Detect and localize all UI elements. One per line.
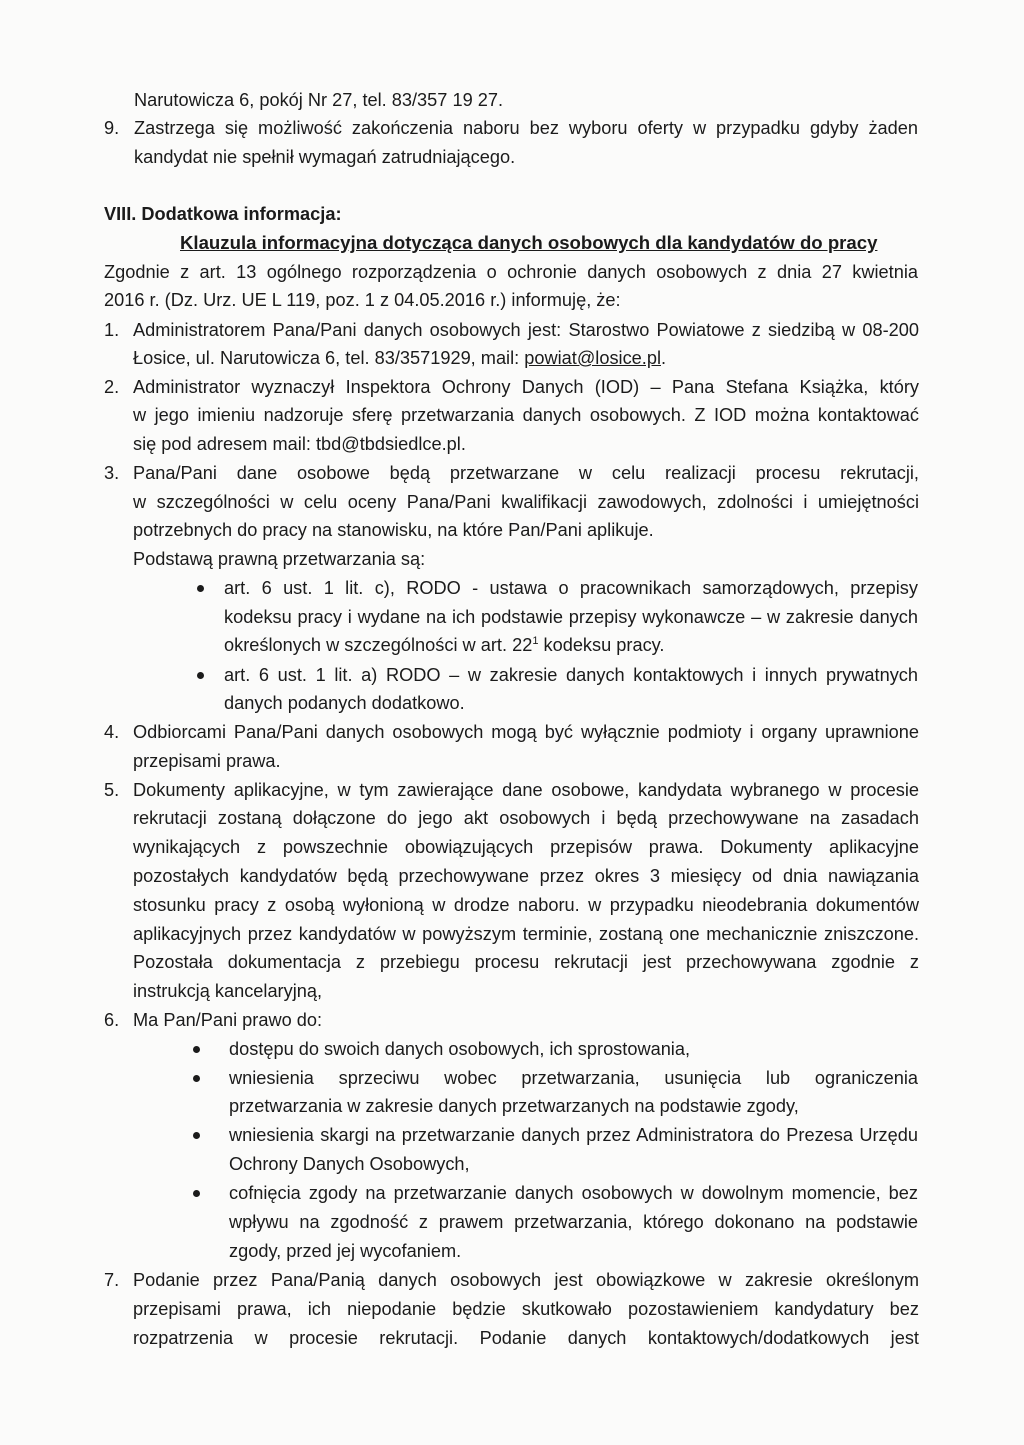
clause-title: Klauzula informacyjna dotycząca danych osobowych dla kandydatów do pracy xyxy=(180,232,878,253)
item-1-number: 1. xyxy=(104,320,120,340)
bullet-icon xyxy=(193,1132,200,1139)
right-line: zgody, przed jej wycofaniem. xyxy=(229,1241,462,1261)
legal-basis-line: art. 6 ust. 1 lit. c), RODO - ustawa o pracownikach samorządowych, przepisy xyxy=(224,578,918,598)
item-5-text-line: wynikających z powszechnie obowiązujących przepisów prawa. Dokumenty aplikacyjne xyxy=(133,837,919,857)
item-5-text-line: Dokumenty aplikacyjne, w tym zawierające dane osobowe, kandydata wybranego w procesie xyxy=(133,780,919,800)
item-5-number: 5. xyxy=(104,780,120,800)
right-line: wniesienia sprzeciwu wobec przetwarzania, usunięcia lub ograniczenia xyxy=(229,1068,918,1088)
item-3-text-line: Pana/Pani dane osobowe będą przetwarzane w celu realizacji procesu rekrutacji, xyxy=(133,463,919,483)
item-7-text-line: Podanie przez Pana/Panią danych osobowych jest obowiązkowe w zakresie określonym xyxy=(133,1270,919,1290)
email-link[interactable]: powiat@losice.pl xyxy=(524,348,661,368)
item-1-text-prefix: Łosice, ul. Narutowicza 6, tel. 83/3571929, mail: xyxy=(133,348,525,368)
item-5-text-line: stosunku pracy z osobą wyłonioną w drodze naboru. w przypadku nieodebrania dokumentów xyxy=(133,895,919,915)
legal-basis-line: danych podanych dodatkowo. xyxy=(224,693,465,713)
intro-line: 2016 r. (Dz. Urz. UE L 119, poz. 1 z 04.05.2016 r.) informuję, że: xyxy=(104,290,621,310)
article-superscript: 1 xyxy=(532,635,539,647)
bullet-icon xyxy=(193,1075,200,1082)
item-1-text-line xyxy=(133,346,666,370)
item-2-number: 2. xyxy=(104,377,120,397)
legal-basis-line: kodeksu pracy i wydane na ich podstawie przepisy wykonawcze – w zakresie danych xyxy=(224,607,918,627)
item-1-text-line: Administratorem Pana/Pani danych osobowych jest: Starostwo Powiatowe z siedzibą w 08-200 xyxy=(133,320,919,340)
item-5-text-line: Pozostała dokumentacja z przebiegu procesu rekrutacji jest przechowywana zgodnie z xyxy=(133,952,919,972)
item-7-text-line: rozpatrzenia w procesie rekrutacji. Podanie danych kontaktowych/dodatkowych jest xyxy=(133,1328,919,1348)
item-3-text-line: Podstawą prawną przetwarzania są: xyxy=(133,549,426,569)
right-line: wniesienia skargi na przetwarzanie danych przez Administratora do Prezesa Urzędu xyxy=(229,1125,918,1145)
right-line: cofnięcia zgody na przetwarzanie danych osobowych w dowolnym momencie, bez xyxy=(229,1183,918,1203)
intro-line: Zgodnie z art. 13 ogólnego rozporządzenia o ochronie danych osobowych z dnia 27 kwietnia xyxy=(104,262,918,282)
bullet-icon xyxy=(197,672,204,679)
item-4-number: 4. xyxy=(104,722,120,742)
legal-basis-text: określonych w szczególności w art. 22 xyxy=(224,635,533,655)
item-5-text-line: aplikacyjnych przez kandydatów w powyższym terminie, zostaną one mechanicznie zniszczone. xyxy=(133,924,919,944)
right-line: przetwarzania w zakresie danych przetwarzanych na podstawie zgody, xyxy=(229,1096,799,1116)
item-6-number: 6. xyxy=(104,1010,120,1030)
item-9-number: 9. xyxy=(104,118,120,138)
item-1-text-suffix: . xyxy=(661,348,667,368)
item-2-text-line: Administrator wyznaczył Inspektora Ochrony Danych (IOD) – Pana Stefana Książka, który xyxy=(133,377,919,397)
item-5-text-line: instrukcją kancelaryjną, xyxy=(133,981,323,1001)
item-7-number: 7. xyxy=(104,1270,120,1290)
item-7-text-line: przepisami prawa, ich niepodanie będzie skutkowało pozostawieniem kandydatury bez xyxy=(133,1299,919,1319)
bullet-icon xyxy=(193,1046,200,1053)
right-line: Ochrony Danych Osobowych, xyxy=(229,1154,470,1174)
item-3-text-line: potrzebnych do pracy na stanowisku, na które Pan/Pani aplikuje. xyxy=(133,520,654,540)
right-line: wpływu na zgodność z prawem przetwarzania, którego dokonano na podstawie xyxy=(229,1212,918,1232)
legal-basis-line xyxy=(224,633,664,657)
item-6-text-line: Ma Pan/Pani prawo do: xyxy=(133,1010,323,1030)
bullet-icon xyxy=(193,1190,200,1197)
item-5-text-line: pozostałych kandydatów będą przechowywane przez okres 3 miesięcy od dnia nawiązania xyxy=(133,866,919,886)
item-3-text-line: w szczególności w celu oceny Pana/Pani kwalifikacji zawodowych, zdolności i umiejętności xyxy=(133,492,919,512)
item-4-text-line: Odbiorcami Pana/Pani danych osobowych mogą być wyłącznie podmioty i organy uprawnione xyxy=(133,722,919,742)
item-2-text-line: się pod adresem mail: tbd@tbdsiedlce.pl. xyxy=(133,434,466,454)
item-9-text-line: kandydat nie spełnił wymagań zatrudniającego. xyxy=(134,147,516,167)
legal-basis-line: art. 6 ust. 1 lit. a) RODO – w zakresie danych kontaktowych i innych prywatnych xyxy=(224,665,918,685)
section-heading: VIII. Dodatkowa informacja: xyxy=(104,204,342,224)
item-5-text-line: rekrutacji zostaną dołączone do jego akt osobowych i będą przechowywane na zasadach xyxy=(133,808,919,828)
item-4-text-line: przepisami prawa. xyxy=(133,751,281,771)
address-line: Narutowicza 6, pokój Nr 27, tel. 83/357 19 27. xyxy=(134,90,504,110)
legal-basis-text: kodeksu pracy. xyxy=(538,635,665,655)
item-2-text-line: w jego imieniu nadzoruje sferę przetwarzania danych osobowych. Z IOD można kontaktować xyxy=(133,405,919,425)
item-9-text-line: Zastrzega się możliwość zakończenia naboru bez wyboru oferty w przypadku gdyby żaden xyxy=(134,118,918,138)
right-line: dostępu do swoich danych osobowych, ich sprostowania, xyxy=(229,1039,691,1059)
bullet-icon xyxy=(197,585,204,592)
item-3-number: 3. xyxy=(104,463,120,483)
